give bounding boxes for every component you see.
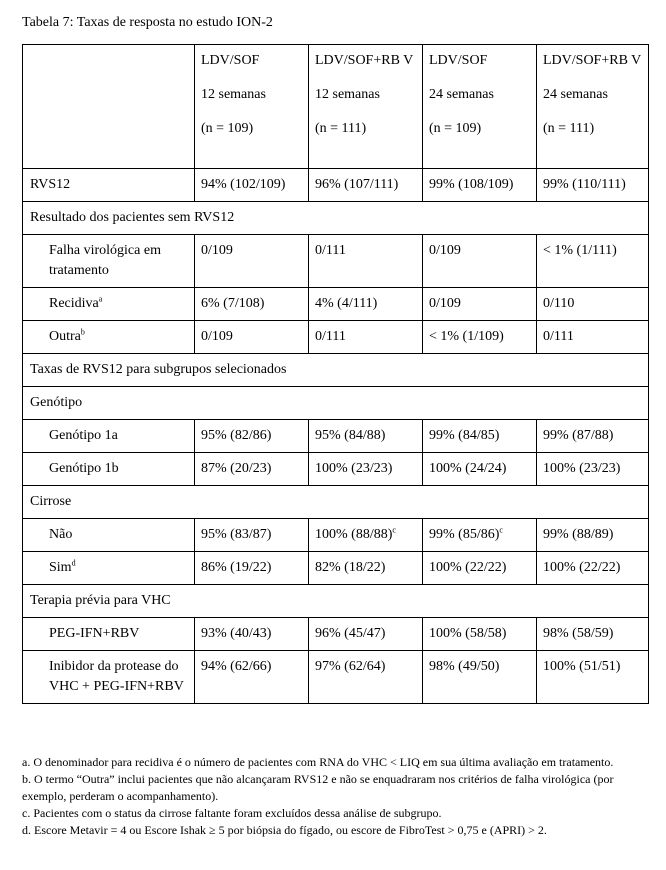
section-heading-row <box>23 486 649 519</box>
section-heading: Genótipo <box>23 387 649 420</box>
column-duration: 24 semanas <box>429 87 494 102</box>
table-cell: 98% (58/59) <box>537 618 649 651</box>
row-label: Falha virológica em tratamento <box>23 235 195 288</box>
table-cell: 6% (7/108) <box>195 288 309 321</box>
row-label: PEG-IFN+RBV <box>23 618 195 651</box>
column-n: (n = 111) <box>315 121 367 136</box>
table-caption: Tabela 7: Taxas de resposta no estudo ION-2 <box>22 15 273 30</box>
table-cell: 0/111 <box>309 321 423 354</box>
table-cell: 99% (84/85) <box>423 420 537 453</box>
table-row-recidiva <box>23 288 649 321</box>
footnote-marker: c <box>499 525 503 535</box>
section-heading-row <box>23 202 649 235</box>
table-cell: 97% (62/64) <box>309 651 423 704</box>
row-label: Genótipo 1b <box>23 453 195 486</box>
table-cell: 100% (23/23) <box>309 453 423 486</box>
table-cell: 93% (40/43) <box>195 618 309 651</box>
table-cell: 96% (45/47) <box>309 618 423 651</box>
cell-value: 100% (88/88) <box>315 527 393 542</box>
table-cell: 0/111 <box>309 235 423 288</box>
table-row-peg <box>23 618 649 651</box>
footnote: d. Escore Metavir = 4 ou Escore Ishak ≥ 5 por biópsia do fígado, ou escore de FibroTest > 0,75 e (APRI) > 2. <box>22 823 547 837</box>
footnote: b. O termo “Outra” inclui pacientes que não alcançaram RVS12 e não se enquadraram nos critérios de falha virológica (por exemplo, perderam o acompanhamento). <box>22 772 614 803</box>
table-cell: 94% (102/109) <box>195 169 309 202</box>
column-name: LDV/SOF+RB V <box>315 53 414 68</box>
column-n: (n = 109) <box>201 121 254 136</box>
table-cell: 100% (58/58) <box>423 618 537 651</box>
row-label: Não <box>23 519 195 552</box>
section-heading: Resultado dos pacientes sem RVS12 <box>23 202 649 235</box>
table-cell: 95% (82/86) <box>195 420 309 453</box>
table-cell: 100% (51/51) <box>537 651 649 704</box>
table-cell: 0/111 <box>537 321 649 354</box>
table-cell: 0/110 <box>537 288 649 321</box>
table-cell: 99% (110/111) <box>537 169 649 202</box>
section-heading: Cirrose <box>23 486 649 519</box>
table-cell <box>309 519 423 552</box>
table-row-outra <box>23 321 649 354</box>
table-cell: 94% (62/66) <box>195 651 309 704</box>
header-empty-cell <box>23 45 195 169</box>
table-cell: 0/109 <box>423 235 537 288</box>
table-row-sim <box>23 552 649 585</box>
cell-value: 99% (85/86) <box>429 527 500 542</box>
table-cell: 95% (83/87) <box>195 519 309 552</box>
footnote: a. O denominador para recidiva é o número de pacientes com RNA do VHC < LIQ em sua última avaliação em tratamento. <box>22 755 614 769</box>
column-header <box>423 45 537 169</box>
table-row-g1a <box>23 420 649 453</box>
table-cell: 4% (4/111) <box>309 288 423 321</box>
table-cell: 100% (23/23) <box>537 453 649 486</box>
column-duration: 12 semanas <box>201 87 266 102</box>
row-label <box>23 288 195 321</box>
table-row-rvs12 <box>23 169 649 202</box>
footnote-marker: d <box>71 558 76 568</box>
row-label-text: Sim <box>49 560 72 575</box>
footnote-marker: a <box>98 294 103 304</box>
section-heading-row <box>23 585 649 618</box>
table-cell: 99% (87/88) <box>537 420 649 453</box>
response-rates-table <box>22 44 649 704</box>
column-duration: 24 semanas <box>543 87 608 102</box>
column-duration: 12 semanas <box>315 87 380 102</box>
table-cell: < 1% (1/109) <box>423 321 537 354</box>
table-cell: 87% (20/23) <box>195 453 309 486</box>
table-cell: 95% (84/88) <box>309 420 423 453</box>
table-cell: 96% (107/111) <box>309 169 423 202</box>
footnote-marker: c <box>392 525 396 535</box>
table-cell: 99% (88/89) <box>537 519 649 552</box>
table-cell: 86% (19/22) <box>195 552 309 585</box>
table-row-g1b <box>23 453 649 486</box>
table-cell: 0/109 <box>195 235 309 288</box>
table-cell: 100% (22/22) <box>537 552 649 585</box>
footnote: c. Pacientes com o status da cirrose faltante foram excluídos dessa análise de subgrupo. <box>22 806 442 820</box>
section-heading-row <box>23 387 649 420</box>
column-header <box>309 45 423 169</box>
section-heading: Taxas de RVS12 para subgrupos selecionados <box>23 354 649 387</box>
row-label: RVS12 <box>23 169 195 202</box>
table-cell: 100% (24/24) <box>423 453 537 486</box>
footnotes <box>22 754 642 839</box>
row-label <box>23 552 195 585</box>
table-cell: 98% (49/50) <box>423 651 537 704</box>
column-n: (n = 109) <box>429 121 482 136</box>
row-label <box>23 321 195 354</box>
table-cell: 82% (18/22) <box>309 552 423 585</box>
table-header-row <box>23 45 649 169</box>
table-cell <box>423 519 537 552</box>
table-cell: 0/109 <box>423 288 537 321</box>
row-label-text: Outra <box>49 329 81 344</box>
column-header <box>537 45 649 169</box>
row-label-text: Recidiva <box>49 296 99 311</box>
footnote-marker: b <box>80 327 85 337</box>
table-row-nao <box>23 519 649 552</box>
table-row-falha <box>23 235 649 288</box>
table-cell: 99% (108/109) <box>423 169 537 202</box>
column-name: LDV/SOF <box>201 53 260 68</box>
section-heading-row <box>23 354 649 387</box>
column-name: LDV/SOF <box>429 53 488 68</box>
table-cell: 0/109 <box>195 321 309 354</box>
column-name: LDV/SOF+RB V <box>543 53 642 68</box>
column-n: (n = 111) <box>543 121 595 136</box>
row-label: Inibidor da protease do VHC + PEG-IFN+RBV <box>23 651 195 704</box>
column-header <box>195 45 309 169</box>
section-heading: Terapia prévia para VHC <box>23 585 649 618</box>
table-cell: 100% (22/22) <box>423 552 537 585</box>
row-label: Genótipo 1a <box>23 420 195 453</box>
table-row-inibidor <box>23 651 649 704</box>
table-cell: < 1% (1/111) <box>537 235 649 288</box>
